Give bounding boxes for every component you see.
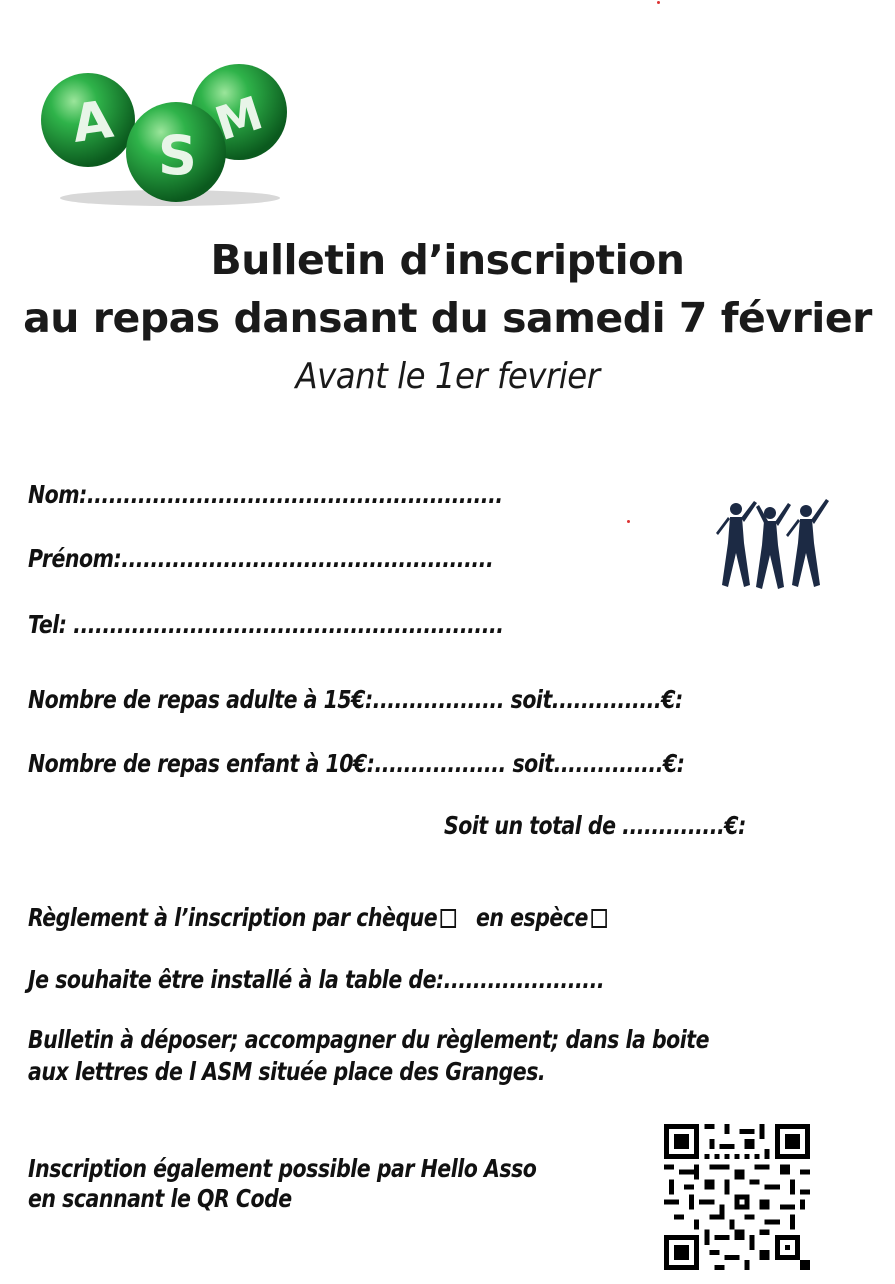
title-line-2: au repas dansant du samedi 7 février [23, 294, 872, 342]
payment-row [28, 903, 607, 932]
child-meals-field[interactable]: Nombre de repas enfant à 10€:.................. soit...............€: [28, 749, 685, 778]
adult-meals-field[interactable]: Nombre de repas adulte à 15€:.................. soit...............€: [28, 685, 683, 714]
prenom-field[interactable]: Prénom:................................................... [28, 544, 494, 573]
stray-mark-2 [627, 520, 630, 523]
dancers-silhouette-icon [708, 495, 838, 600]
table-wish-field[interactable]: Je souhaite être installé à la table de:...................... [28, 965, 605, 994]
cash-label: en espèce [475, 903, 588, 932]
cheque-checkbox[interactable] [440, 909, 456, 928]
qr-code-icon[interactable] [664, 1124, 810, 1270]
nom-field[interactable]: Nom:......................................................... [28, 480, 503, 509]
deposit-line-1: Bulletin à déposer; accompagner du règlement; dans la boite [28, 1025, 710, 1054]
total-field[interactable]: Soit un total de ..............€: [444, 811, 746, 840]
logo-letter-s: S [158, 124, 197, 187]
online-line-2: en scannant le QR Code [28, 1184, 292, 1213]
online-line-1: Inscription également possible par Hello Asso [28, 1154, 537, 1183]
cheque-label: Règlement à l’inscription par chèque [28, 903, 438, 932]
title-line-1: Bulletin d’inscription [210, 236, 685, 284]
cash-checkbox[interactable] [591, 909, 607, 928]
tel-field[interactable]: Tel: ........................................................... [28, 610, 504, 639]
stray-mark [657, 1, 660, 4]
deposit-line-2: aux lettres de l ASM située place des Granges. [28, 1057, 546, 1086]
logo-letter-m: M [208, 85, 269, 152]
logo-letter-a: A [68, 89, 117, 155]
deadline-text: Avant le 1er fevrier [295, 356, 600, 397]
asm-logo [30, 60, 300, 210]
